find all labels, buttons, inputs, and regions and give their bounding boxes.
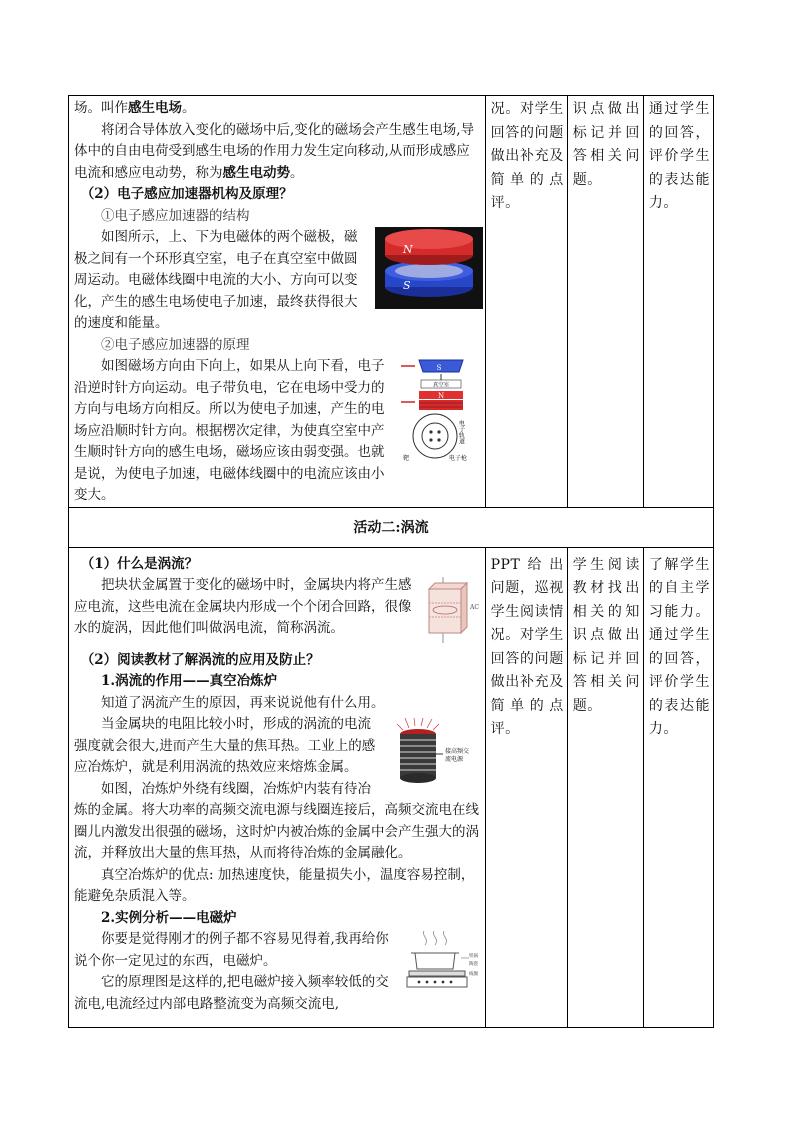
- paragraph: 它的原理图是这样的,把电磁炉接入频率较低的交流电,电流经过内部电路整流变为高频交流电,: [74, 974, 389, 1012]
- eddy-current-figure: [423, 575, 481, 645]
- section-heading: （1）什么是涡流？: [80, 555, 199, 572]
- furnace-power-label: 接高频交流电源: [444, 748, 469, 763]
- paragraph: 真空冶炼炉的优点: 加热速度快，能量损失小，温度容易控制，能避免杂质混入等。: [74, 866, 475, 904]
- lesson-table: [68, 95, 714, 1028]
- magnet-n-label: N: [402, 243, 413, 256]
- bottom-n-label: N: [437, 392, 444, 400]
- paragraph: 你要是觉得刚才的例子都不容易见得着,我再给你说个你一定见过的东西，电磁炉。: [74, 931, 389, 969]
- section-heading: （2）阅读教材了解涡流的应用及防止？: [80, 651, 320, 668]
- table-row: [69, 96, 714, 508]
- table-row: [69, 507, 714, 547]
- paragraph: 如图磁场方向由下向上，如果从上向下看，电子沿逆时针方向运动。电子带负电，它在电场中受力的方向与电场方向相反。所以为使电子加速，产生的电场应沿顺时针方向。根据楞次定律，为使真空室中产生顺时针方向的感生电场，磁场应该由弱变强。也就是说，为使电子加速，电磁体线圈中的电流应该由小变大。: [74, 358, 385, 503]
- vacuum-label: 真空室: [432, 382, 449, 389]
- accelerator-principle-figure: [401, 358, 481, 470]
- content-cell: [69, 96, 486, 508]
- content-cell: [69, 547, 486, 1027]
- cooker-label-coil: 线圈: [468, 972, 478, 977]
- teacher-activity-cell: 况。对学生回答的问题做出补充及简单的点评。: [485, 96, 567, 508]
- orbit-label: 电子轨道: [457, 420, 465, 444]
- cooker-label-ceramic: 陶瓷: [468, 962, 478, 967]
- intent-cell: 通过学生的回答，评价学生的表达能力。: [643, 96, 713, 508]
- paragraph: 知道了涡流产生的原因，再来说说他有什么用。: [101, 694, 385, 711]
- ac-label: AC: [469, 604, 479, 611]
- section-heading: （2）电子感应加速器机构及原理？: [80, 186, 293, 202]
- student-activity-cell: 学生阅读教材找出相关的知识点做出标记并回答相关问题。: [567, 547, 643, 1027]
- table-row: [69, 547, 714, 1027]
- accelerator-structure-figure: [375, 227, 483, 309]
- target-label: 靶: [402, 455, 409, 462]
- paragraph: 把块状金属置于变化的磁场中时，金属块内将产生感应电流，这些电流在金属块内形成一个个闭合回路，很像水的旋涡，因此他们叫做涡电流，简称涡流。: [74, 577, 412, 636]
- paragraph: 如图，冶炼炉外绕有线圈，冶炼炉内装有待冶炼的金属。将大功率的高频交流电源与线圈连接后，高频交流电在线圈儿内激发出很强的磁场，这时炉内被冶炼的金属中会产生强大的涡流，并释放出大量的焦耳热，从而将待冶炼的金属融化。: [74, 780, 479, 861]
- paragraph: 如图所示，上、下为电磁体的两个磁极，磁极之间有一个环形真空室，电子在真空室中做圆周运动。电磁体线圈中电流的大小、方向可以变化，产生的感生电场使电子加速，最终获得很大的速度和能量。: [74, 229, 358, 331]
- teacher-activity-cell: PPT给出问题，巡视学生阅读情况。对学生回答的问题做出补充及简单的点评。: [485, 547, 567, 1027]
- top-s-label: S: [436, 364, 442, 372]
- cooker-label-pot: 铁锅: [468, 954, 478, 959]
- activity-title: 活动二:涡流: [69, 507, 714, 547]
- gun-label: 电子枪: [448, 455, 467, 462]
- paragraph: 场。叫作感生电场。: [74, 100, 196, 116]
- intent-cell: 了解学生的自主学习能力。通过学生的回答，评价学生的表达能力。: [643, 547, 713, 1027]
- sub-heading: ①电子感应加速器的结构: [101, 207, 250, 224]
- sub-heading: 2.实例分析——电磁炉: [101, 909, 237, 926]
- induction-furnace-figure: [389, 718, 481, 788]
- sub-heading: 1.涡流的作用——真空冶炼炉: [101, 673, 278, 689]
- paragraph: 当金属块的电阻比较小时，形成的涡流的电流强度就会很大,进而产生大量的焦耳热。工业上的感应冶炼炉，就是利用涡流的热效应来熔炼金属。: [74, 716, 376, 775]
- magnet-s-label: S: [402, 279, 411, 292]
- paragraph: 将闭合导体放入变化的磁场中后,变化的磁场会产生感生电场,导体中的自由电荷受到感生电场的作用力发生定向移动,从而形成感应电流和感应电动势，称为感生电动势。: [74, 121, 475, 181]
- sub-heading: ②电子感应加速器的原理: [101, 336, 250, 353]
- student-activity-cell: 识点做出标记并回答相关问题。: [567, 96, 643, 508]
- induction-cooker-figure: [405, 931, 481, 999]
